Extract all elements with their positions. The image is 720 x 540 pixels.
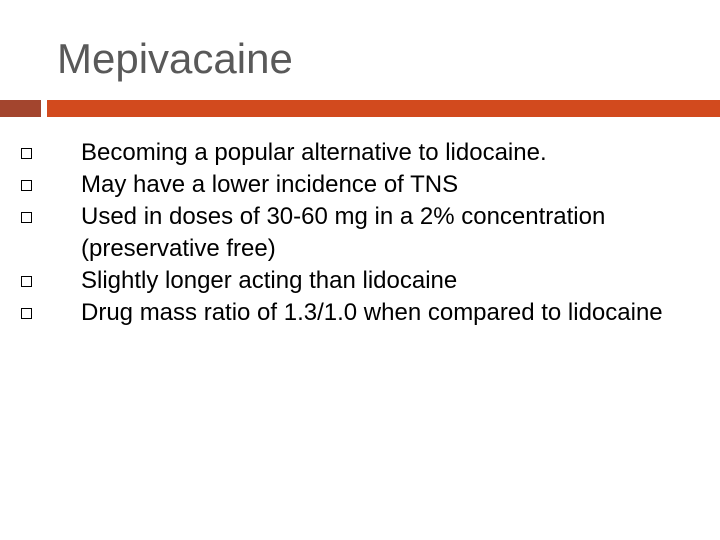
bullet-list	[0, 137, 681, 329]
bullet-text: May have a lower incidence of TNS	[81, 171, 459, 198]
title-rule-left	[0, 100, 41, 117]
bullet-item	[0, 297, 681, 329]
hollow-square-icon	[21, 148, 32, 159]
bullet-text: Becoming a popular alternative to lidocaine.	[81, 139, 547, 166]
bullet-item	[0, 169, 681, 201]
hollow-square-icon	[21, 180, 32, 191]
title-rule-right	[47, 100, 720, 117]
hollow-square-icon	[21, 308, 32, 319]
hollow-square-icon	[21, 276, 32, 287]
bullet-text: Used in doses of 30-60 mg in a 2% concentration (preservative free)	[81, 203, 606, 262]
bullet-item	[0, 265, 681, 297]
bullet-item	[0, 137, 681, 169]
hollow-square-icon	[21, 212, 32, 223]
bullet-item	[0, 201, 681, 265]
bullet-text: Slightly longer acting than lidocaine	[81, 267, 458, 294]
bullet-text: Drug mass ratio of 1.3/1.0 when compared to lidocaine	[81, 299, 663, 326]
slide-title: Mepivacaine	[57, 35, 293, 82]
